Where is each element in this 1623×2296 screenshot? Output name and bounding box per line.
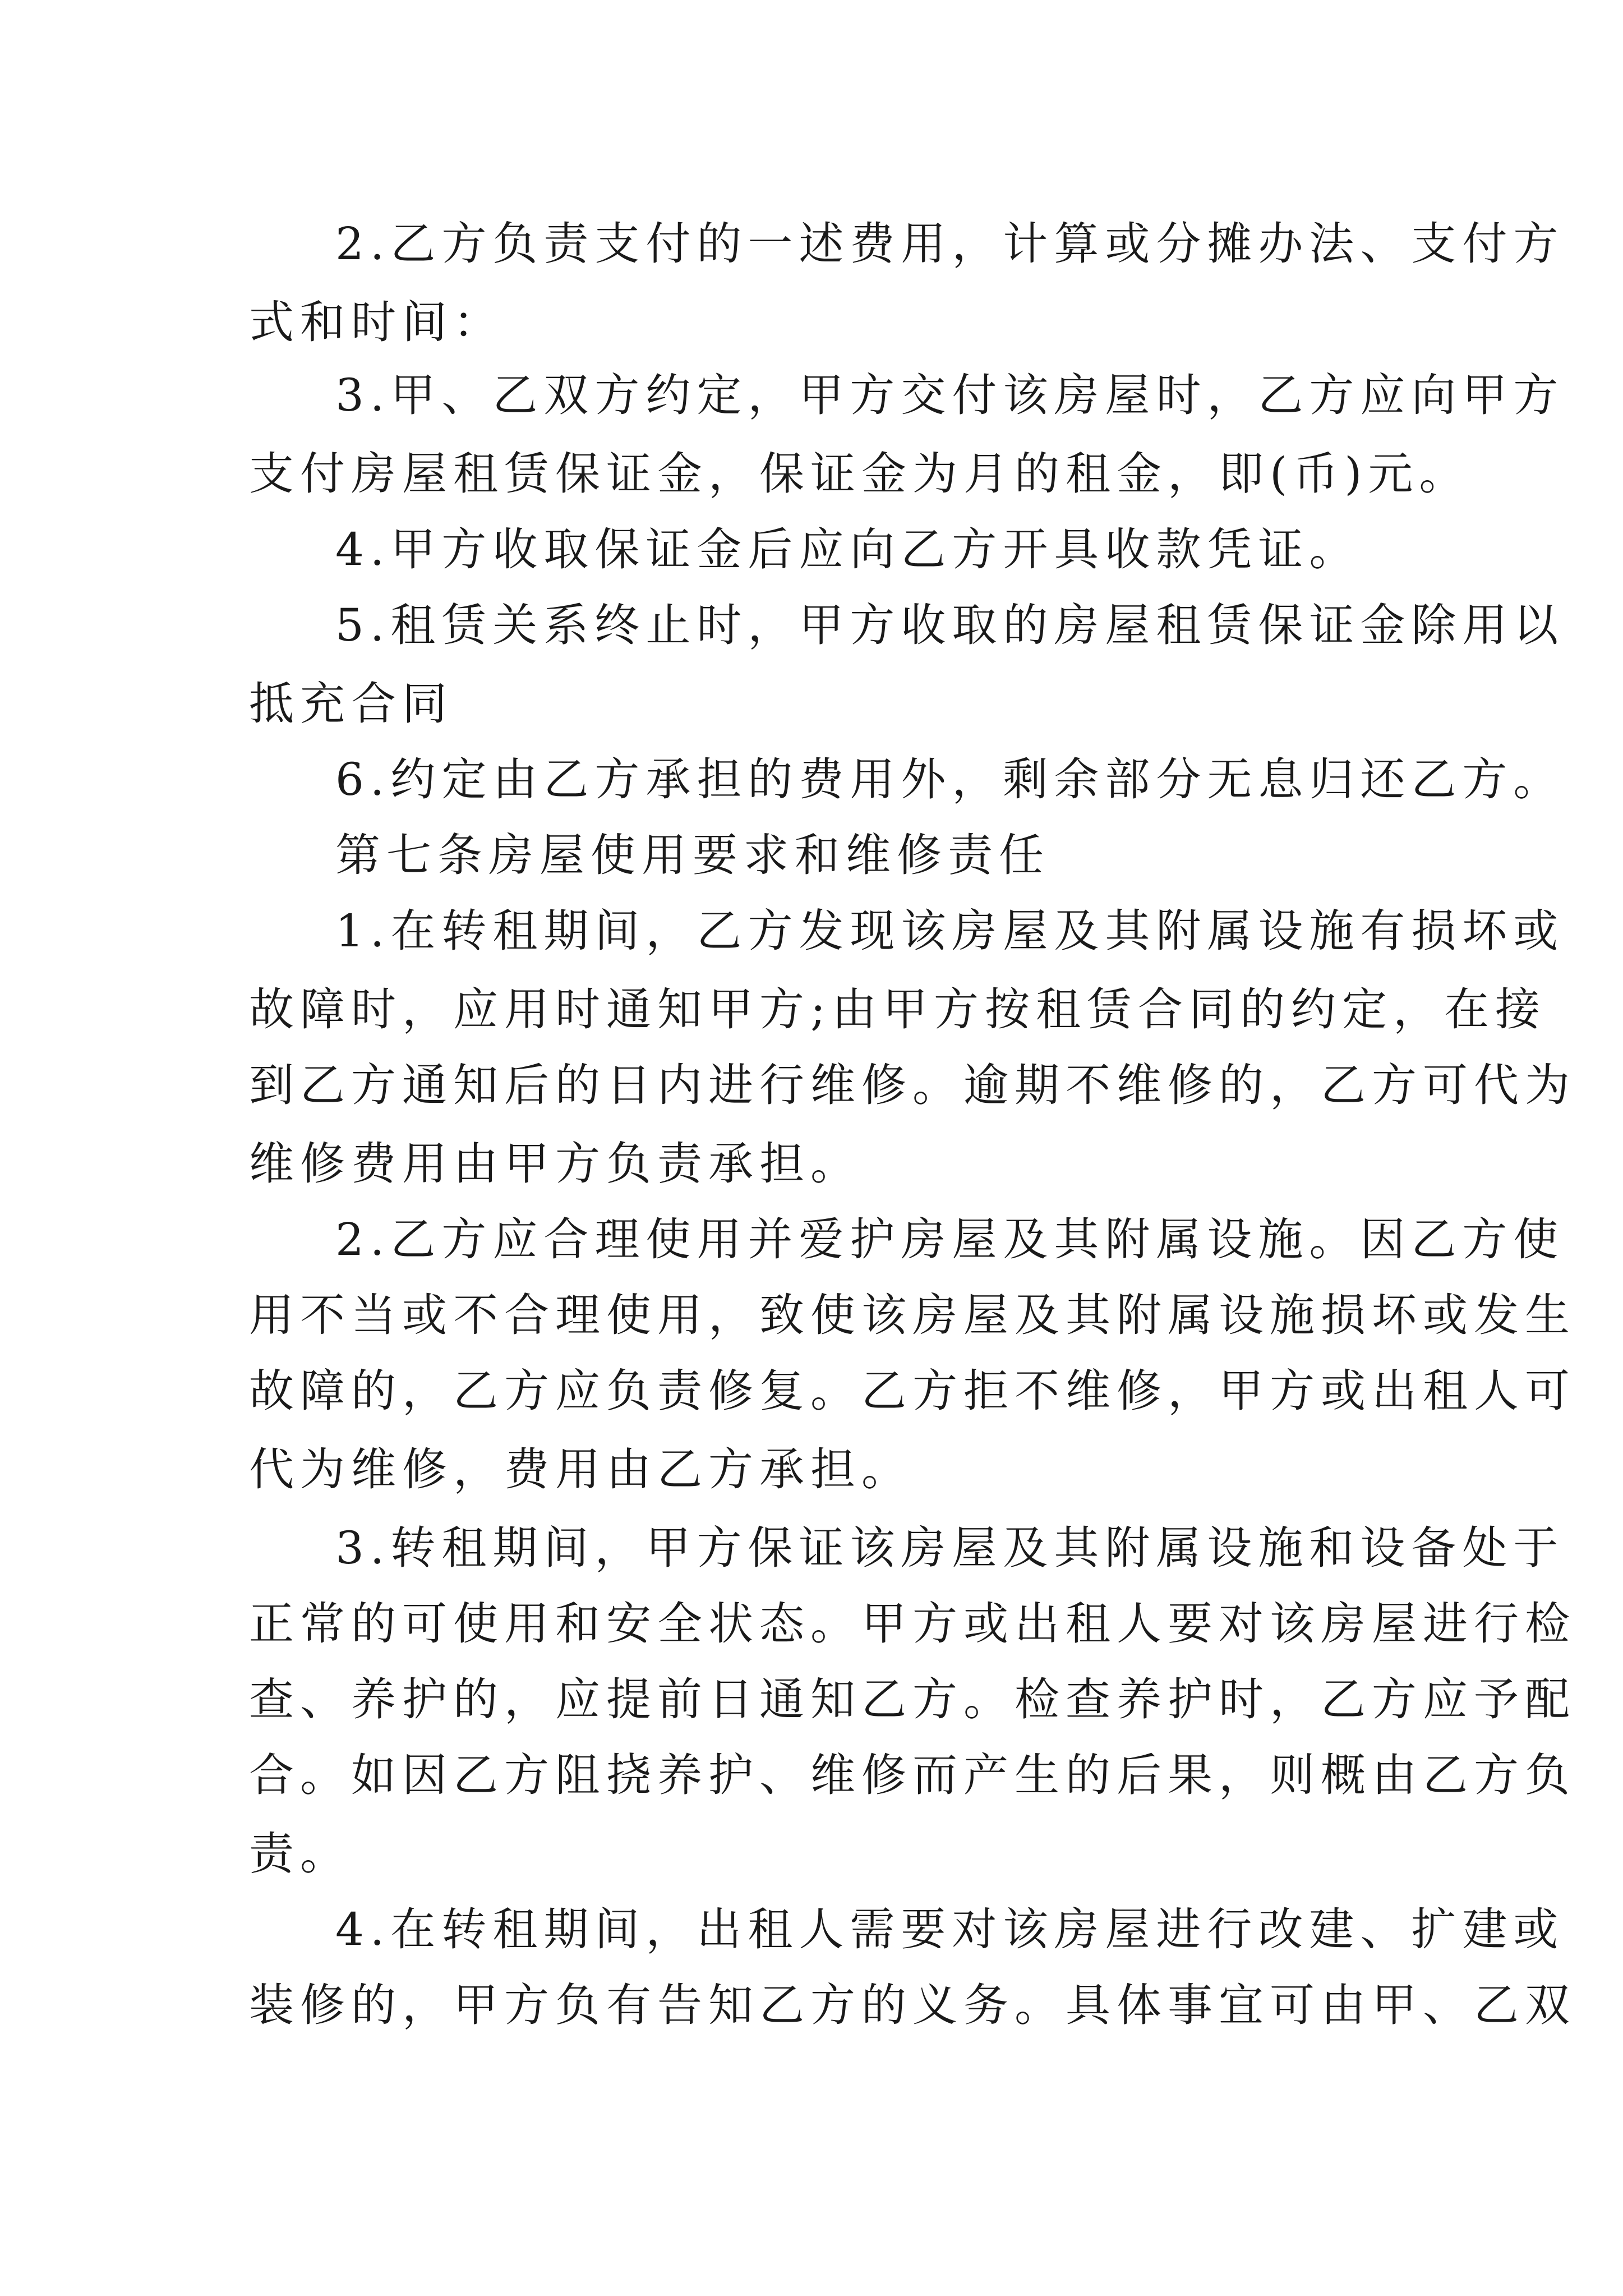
clause-1-line-2: 故障时，应用时通知甲方;由甲方按租赁合同的约定，在接 bbox=[249, 983, 1546, 1036]
clause-1-line-4: 维修费用由甲方负责承担。 bbox=[249, 1138, 861, 1190]
clause-2-line-4: 代为维修，费用由乙方承担。 bbox=[249, 1443, 912, 1496]
section-heading: 第七条房屋使用要求和维修责任 bbox=[335, 829, 1050, 881]
paragraph-3-line-2: 支付房屋租赁保证金，保证金为月的租金，即(币)元。 bbox=[249, 448, 1470, 500]
clause-3-line-3: 查、养护的，应提前日通知乙方。检查养护时，乙方应予配 bbox=[249, 1673, 1576, 1726]
clause-2-line-2: 用不当或不合理使用，致使该房屋及其附属设施损坏或发生 bbox=[249, 1289, 1576, 1341]
clause-4-line-1: 4.在转租期间，出租人需要对该房屋进行改建、扩建或 bbox=[335, 1903, 1565, 1955]
clause-3-line-1: 3.转租期间，甲方保证该房屋及其附属设施和设备处于 bbox=[335, 1522, 1565, 1574]
clause-2-line-1: 2.乙方应合理使用并爱护房屋及其附属设施。因乙方使 bbox=[335, 1213, 1565, 1266]
clause-1-line-3: 到乙方通知后的日内进行维修。逾期不维修的，乙方可代为 bbox=[249, 1059, 1576, 1111]
paragraph-6-line-1: 6.约定由乙方承担的费用外，剩余部分无息归还乙方。 bbox=[335, 753, 1565, 806]
clause-2-line-3: 故障的，乙方应负责修复。乙方拒不维修，甲方或出租人可 bbox=[249, 1365, 1576, 1417]
paragraph-2-line-1: 2.乙方负责支付的一述费用，计算或分摊办法、支付方 bbox=[335, 218, 1565, 270]
clause-3-line-4: 合。如因乙方阻挠养护、维修而产生的后果，则概由乙方负 bbox=[249, 1749, 1576, 1801]
paragraph-5-line-2: 抵充合同 bbox=[249, 678, 453, 730]
paragraph-4-line-1: 4.甲方收取保证金后应向乙方开具收款凭证。 bbox=[335, 523, 1361, 576]
clause-3-line-5: 责。 bbox=[249, 1828, 351, 1880]
clause-3-line-2: 正常的可使用和安全状态。甲方或出租人要对该房屋进行检 bbox=[249, 1598, 1576, 1650]
clause-1-line-1: 1.在转租期间，乙方发现该房屋及其附属设施有损坏或 bbox=[335, 905, 1565, 957]
paragraph-5-line-1: 5.租赁关系终止时，甲方收取的房屋租赁保证金除用以 bbox=[335, 599, 1565, 651]
clause-4-line-2: 装修的，甲方负有告知乙方的义务。具体事宜可由甲、乙双 bbox=[249, 1979, 1576, 2031]
paragraph-2-line-2: 式和时间： bbox=[249, 296, 504, 348]
paragraph-3-line-1: 3.甲、乙双方约定，甲方交付该房屋时，乙方应向甲方 bbox=[335, 369, 1565, 421]
